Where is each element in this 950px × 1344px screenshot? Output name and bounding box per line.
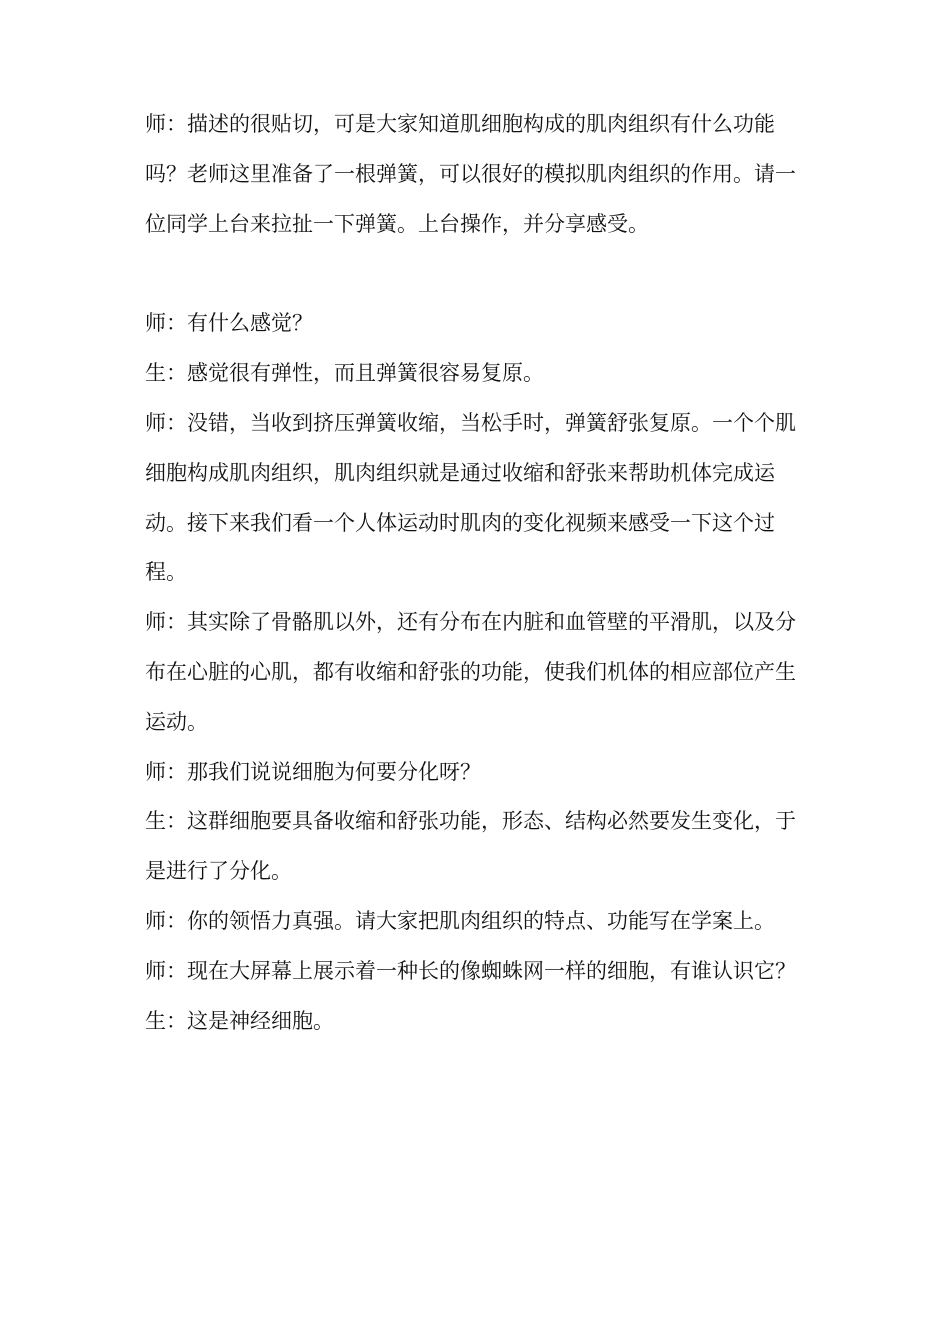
paragraph: 师：没错，当收到挤压弹簧收缩，当松手时，弹簧舒张复原。一个个肌细胞构成肌肉组织，肌肉组织就是通过收缩和舒张来帮助机体完成运动。接下来我们看一个人体运动时肌肉的变化视频来感受一下这个过程。 <box>145 410 796 585</box>
paragraph: 师：其实除了骨骼肌以外，还有分布在内脏和血管壁的平滑肌，以及分布在心脏的心肌，都有收缩和舒张的功能，使我们机体的相应部位产生运动。 <box>145 610 796 734</box>
paragraph: 师：那我们说说细胞为何要分化呀？ <box>145 759 481 784</box>
paragraph: 生：感觉很有弹性，而且弹簧很容易复原。 <box>145 361 544 386</box>
paragraph: 生：这群细胞要具备收缩和舒张功能，形态、结构必然要发生变化，于是进行了分化。 <box>145 809 796 884</box>
document-body <box>145 100 810 1046</box>
paragraph-spacer <box>145 249 810 299</box>
paragraph: 生：这是神经细胞。 <box>145 1008 334 1033</box>
paragraph: 师：有什么感觉？ <box>145 311 313 336</box>
paragraph: 师：你的领悟力真强。请大家把肌肉组织的特点、功能写在学案上。 <box>145 908 775 933</box>
paragraph: 师：描述的很贴切，可是大家知道肌细胞构成的肌肉组织有什么功能吗？老师这里准备了一根弹簧，可以很好的模拟肌肉组织的作用。请一位同学上台来拉扯一下弹簧。上台操作，并分享感受。 <box>145 112 796 236</box>
paragraph: 师：现在大屏幕上展示着一种长的像蜘蛛网一样的细胞，有谁认识它？ <box>145 958 796 983</box>
